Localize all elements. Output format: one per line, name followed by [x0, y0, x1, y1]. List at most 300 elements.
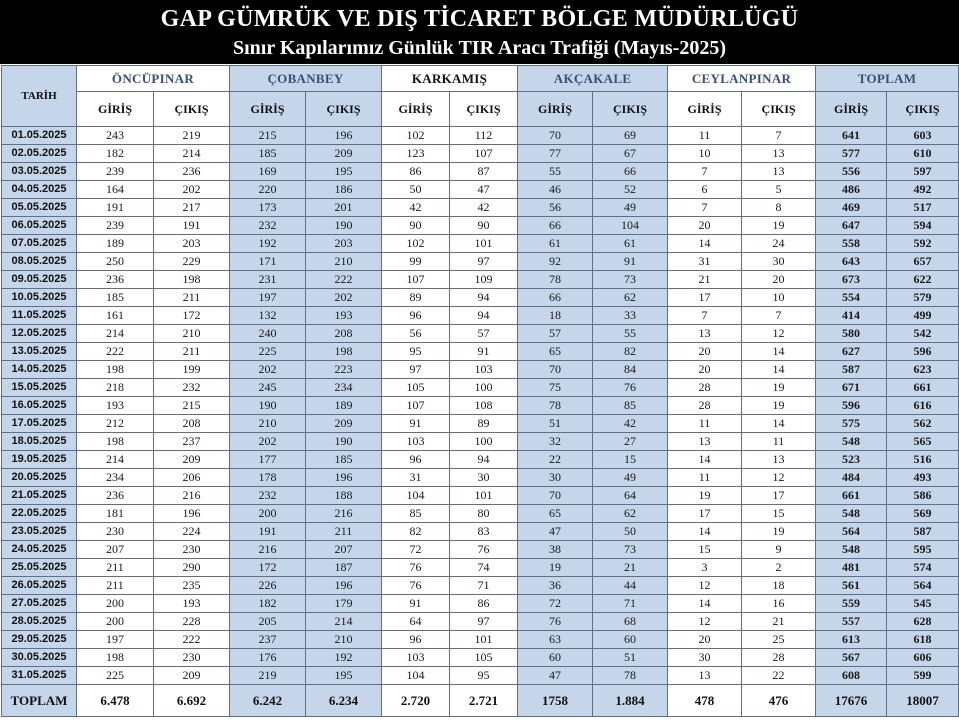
title-banner — [0, 0, 959, 64]
value-cell: 7 — [668, 163, 742, 181]
value-cell: 177 — [230, 451, 306, 469]
value-cell: 78 — [518, 397, 593, 415]
date-cell: 05.05.2025 — [2, 199, 77, 217]
value-cell: 99 — [382, 253, 450, 271]
value-cell: 132 — [230, 307, 306, 325]
value-cell: 89 — [450, 415, 518, 433]
date-cell: 11.05.2025 — [2, 307, 77, 325]
value-cell: 203 — [306, 235, 382, 253]
total-cell: 608 — [816, 667, 887, 685]
table-row — [2, 577, 959, 595]
value-cell: 12 — [668, 577, 742, 595]
value-cell: 44 — [593, 577, 668, 595]
total-cell: 622 — [887, 271, 959, 289]
value-cell: 21 — [668, 271, 742, 289]
total-cell: 575 — [816, 415, 887, 433]
table-row — [2, 343, 959, 361]
total-cell: 610 — [887, 145, 959, 163]
value-cell: 18 — [742, 577, 816, 595]
table-row — [2, 505, 959, 523]
value-cell: 189 — [77, 235, 154, 253]
value-cell: 2 — [742, 559, 816, 577]
value-cell: 211 — [154, 289, 230, 307]
value-cell: 11 — [668, 415, 742, 433]
value-cell: 20 — [668, 217, 742, 235]
date-cell: 17.05.2025 — [2, 415, 77, 433]
value-cell: 57 — [450, 325, 518, 343]
total-cell: 414 — [816, 307, 887, 325]
total-cell: 542 — [887, 325, 959, 343]
value-cell: 14 — [668, 451, 742, 469]
table-row — [2, 217, 959, 235]
value-cell: 210 — [230, 415, 306, 433]
table-row — [2, 307, 959, 325]
date-cell: 06.05.2025 — [2, 217, 77, 235]
value-cell: 206 — [154, 469, 230, 487]
table-header — [2, 66, 959, 127]
value-cell: 50 — [593, 523, 668, 541]
cikis-header-cobanbey: ÇIKIŞ — [306, 92, 382, 127]
value-cell: 216 — [154, 487, 230, 505]
value-cell: 109 — [450, 271, 518, 289]
value-cell: 178 — [230, 469, 306, 487]
value-cell: 123 — [382, 145, 450, 163]
total-cell: 661 — [887, 379, 959, 397]
value-cell: 96 — [382, 307, 450, 325]
value-cell: 243 — [77, 127, 154, 145]
value-cell: 70 — [518, 487, 593, 505]
date-cell: 03.05.2025 — [2, 163, 77, 181]
value-cell: 13 — [668, 667, 742, 685]
value-cell: 71 — [450, 577, 518, 595]
traffic-table — [1, 65, 959, 717]
value-cell: 182 — [77, 145, 154, 163]
table-row — [2, 199, 959, 217]
value-cell: 196 — [306, 469, 382, 487]
value-cell: 200 — [77, 613, 154, 631]
value-cell: 30 — [742, 253, 816, 271]
value-cell: 33 — [593, 307, 668, 325]
value-cell: 210 — [306, 631, 382, 649]
value-cell: 14 — [668, 523, 742, 541]
value-cell: 205 — [230, 613, 306, 631]
value-cell: 32 — [518, 433, 593, 451]
total-cell: 595 — [887, 541, 959, 559]
value-cell: 19 — [742, 217, 816, 235]
value-cell: 186 — [306, 181, 382, 199]
value-cell: 5 — [742, 181, 816, 199]
date-cell: 23.05.2025 — [2, 523, 77, 541]
giris-header-cobanbey: GİRİŞ — [230, 92, 306, 127]
value-cell: 73 — [593, 541, 668, 559]
value-cell: 198 — [77, 361, 154, 379]
value-cell: 209 — [306, 415, 382, 433]
value-cell: 62 — [593, 289, 668, 307]
value-cell: 47 — [450, 181, 518, 199]
value-cell: 103 — [382, 649, 450, 667]
value-cell: 236 — [77, 487, 154, 505]
value-cell: 193 — [77, 397, 154, 415]
total-cell: 661 — [816, 487, 887, 505]
value-cell: 202 — [306, 289, 382, 307]
value-cell: 250 — [77, 253, 154, 271]
table-row — [2, 127, 959, 145]
value-cell: 87 — [450, 163, 518, 181]
total-cell: 594 — [887, 217, 959, 235]
value-cell: 68 — [593, 613, 668, 631]
value-cell: 6 — [668, 181, 742, 199]
value-cell: 25 — [742, 631, 816, 649]
value-cell: 210 — [306, 253, 382, 271]
table-row — [2, 631, 959, 649]
value-cell: 200 — [230, 505, 306, 523]
value-cell: 195 — [306, 163, 382, 181]
value-cell: 15 — [742, 505, 816, 523]
page-subtitle: Sınır Kapılarımız Günlük TIR Aracı Trafiği (Mayıs-2025) — [233, 37, 726, 59]
value-cell: 103 — [450, 361, 518, 379]
value-cell: 225 — [77, 667, 154, 685]
value-cell: 203 — [154, 235, 230, 253]
value-cell: 21 — [742, 613, 816, 631]
value-cell: 12 — [668, 613, 742, 631]
value-cell: 202 — [154, 181, 230, 199]
value-cell: 12 — [742, 325, 816, 343]
total-cell: 569 — [887, 505, 959, 523]
value-cell: 217 — [154, 199, 230, 217]
value-cell: 61 — [518, 235, 593, 253]
total-cell: 586 — [887, 487, 959, 505]
value-cell: 52 — [593, 181, 668, 199]
value-cell: 17 — [668, 505, 742, 523]
table-row — [2, 379, 959, 397]
total-cell: 647 — [816, 217, 887, 235]
value-cell: 84 — [593, 361, 668, 379]
value-cell: 209 — [306, 145, 382, 163]
giris-header-karkamis: GİRİŞ — [382, 92, 450, 127]
grand-total-cell: 1758 — [518, 685, 593, 717]
total-cell: 548 — [816, 541, 887, 559]
total-cell: 618 — [887, 631, 959, 649]
value-cell: 20 — [668, 361, 742, 379]
value-cell: 28 — [742, 649, 816, 667]
value-cell: 198 — [77, 649, 154, 667]
value-cell: 66 — [518, 217, 593, 235]
value-cell: 196 — [154, 505, 230, 523]
value-cell: 104 — [382, 667, 450, 685]
value-cell: 104 — [382, 487, 450, 505]
value-cell: 189 — [306, 397, 382, 415]
group-header-akcakale: AKÇAKALE — [518, 66, 668, 92]
value-cell: 198 — [154, 271, 230, 289]
value-cell: 222 — [154, 631, 230, 649]
value-cell: 196 — [306, 577, 382, 595]
value-cell: 47 — [518, 667, 593, 685]
date-cell: 14.05.2025 — [2, 361, 77, 379]
grand-total-cell: 6.478 — [77, 685, 154, 717]
table-row — [2, 325, 959, 343]
value-cell: 11 — [742, 433, 816, 451]
value-cell: 181 — [77, 505, 154, 523]
value-cell: 187 — [306, 559, 382, 577]
cikis-header-toplam: ÇIKIŞ — [887, 92, 959, 127]
value-cell: 172 — [230, 559, 306, 577]
value-cell: 230 — [154, 541, 230, 559]
table-row — [2, 595, 959, 613]
value-cell: 14 — [742, 343, 816, 361]
value-cell: 94 — [450, 289, 518, 307]
value-cell: 196 — [306, 127, 382, 145]
total-cell: 641 — [816, 127, 887, 145]
table-row — [2, 289, 959, 307]
value-cell: 97 — [382, 361, 450, 379]
value-cell: 31 — [668, 253, 742, 271]
value-cell: 185 — [306, 451, 382, 469]
value-cell: 223 — [306, 361, 382, 379]
value-cell: 220 — [230, 181, 306, 199]
value-cell: 16 — [742, 595, 816, 613]
value-cell: 182 — [230, 595, 306, 613]
value-cell: 232 — [230, 487, 306, 505]
grand-total-cell: 2.720 — [382, 685, 450, 717]
value-cell: 95 — [450, 667, 518, 685]
value-cell: 15 — [593, 451, 668, 469]
value-cell: 55 — [593, 325, 668, 343]
value-cell: 219 — [154, 127, 230, 145]
value-cell: 9 — [742, 541, 816, 559]
value-cell: 7 — [668, 199, 742, 217]
value-cell: 231 — [230, 271, 306, 289]
table-row — [2, 271, 959, 289]
total-cell: 579 — [887, 289, 959, 307]
value-cell: 219 — [230, 667, 306, 685]
value-cell: 72 — [518, 595, 593, 613]
value-cell: 14 — [668, 235, 742, 253]
value-cell: 214 — [77, 325, 154, 343]
value-cell: 19 — [742, 523, 816, 541]
date-cell: 20.05.2025 — [2, 469, 77, 487]
value-cell: 209 — [154, 667, 230, 685]
value-cell: 7 — [742, 307, 816, 325]
giris-header-oncupinar: GİRİŞ — [77, 92, 154, 127]
value-cell: 102 — [382, 127, 450, 145]
value-cell: 199 — [154, 361, 230, 379]
total-cell: 548 — [816, 433, 887, 451]
value-cell: 107 — [382, 271, 450, 289]
total-label: TOPLAM — [2, 685, 77, 717]
value-cell: 215 — [230, 127, 306, 145]
total-cell: 564 — [816, 523, 887, 541]
value-cell: 56 — [518, 199, 593, 217]
total-cell: 603 — [887, 127, 959, 145]
value-cell: 92 — [518, 253, 593, 271]
value-cell: 21 — [593, 559, 668, 577]
value-cell: 65 — [518, 505, 593, 523]
value-cell: 64 — [382, 613, 450, 631]
value-cell: 42 — [450, 199, 518, 217]
value-cell: 78 — [593, 667, 668, 685]
value-cell: 75 — [518, 379, 593, 397]
table-row — [2, 649, 959, 667]
value-cell: 185 — [230, 145, 306, 163]
value-cell: 10 — [742, 289, 816, 307]
grand-total-cell: 6.692 — [154, 685, 230, 717]
value-cell: 105 — [450, 649, 518, 667]
date-cell: 15.05.2025 — [2, 379, 77, 397]
date-cell: 26.05.2025 — [2, 577, 77, 595]
total-cell: 657 — [887, 253, 959, 271]
value-cell: 222 — [77, 343, 154, 361]
group-header-oncupinar: ÖNCÜPINAR — [77, 66, 230, 92]
value-cell: 216 — [230, 541, 306, 559]
value-cell: 210 — [154, 325, 230, 343]
date-cell: 19.05.2025 — [2, 451, 77, 469]
value-cell: 90 — [382, 217, 450, 235]
value-cell: 214 — [77, 451, 154, 469]
value-cell: 86 — [450, 595, 518, 613]
total-cell: 484 — [816, 469, 887, 487]
table-footer — [2, 685, 959, 717]
value-cell: 104 — [593, 217, 668, 235]
table-body — [2, 127, 959, 685]
total-cell: 597 — [887, 163, 959, 181]
date-cell: 28.05.2025 — [2, 613, 77, 631]
value-cell: 202 — [230, 361, 306, 379]
value-cell: 236 — [154, 163, 230, 181]
date-cell: 22.05.2025 — [2, 505, 77, 523]
date-cell: 02.05.2025 — [2, 145, 77, 163]
value-cell: 193 — [154, 595, 230, 613]
total-cell: 628 — [887, 613, 959, 631]
date-cell: 13.05.2025 — [2, 343, 77, 361]
value-cell: 218 — [77, 379, 154, 397]
value-cell: 46 — [518, 181, 593, 199]
value-cell: 207 — [306, 541, 382, 559]
value-cell: 97 — [450, 253, 518, 271]
value-cell: 49 — [593, 469, 668, 487]
value-cell: 290 — [154, 559, 230, 577]
value-cell: 14 — [742, 361, 816, 379]
value-cell: 66 — [593, 163, 668, 181]
value-cell: 101 — [450, 487, 518, 505]
table-row — [2, 235, 959, 253]
value-cell: 190 — [306, 433, 382, 451]
value-cell: 216 — [306, 505, 382, 523]
value-cell: 85 — [382, 505, 450, 523]
value-cell: 13 — [742, 451, 816, 469]
date-cell: 27.05.2025 — [2, 595, 77, 613]
group-header-ceylanpinar: CEYLANPINAR — [668, 66, 816, 92]
total-cell: 499 — [887, 307, 959, 325]
value-cell: 73 — [593, 271, 668, 289]
value-cell: 56 — [382, 325, 450, 343]
table-row — [2, 523, 959, 541]
total-cell: 596 — [816, 397, 887, 415]
value-cell: 60 — [518, 649, 593, 667]
value-cell: 107 — [450, 145, 518, 163]
value-cell: 8 — [742, 199, 816, 217]
value-cell: 13 — [668, 433, 742, 451]
value-cell: 30 — [518, 469, 593, 487]
value-cell: 240 — [230, 325, 306, 343]
value-cell: 95 — [382, 343, 450, 361]
value-cell: 229 — [154, 253, 230, 271]
value-cell: 234 — [77, 469, 154, 487]
total-cell: 587 — [887, 523, 959, 541]
value-cell: 209 — [154, 451, 230, 469]
value-cell: 19 — [742, 379, 816, 397]
value-cell: 76 — [382, 577, 450, 595]
total-cell: 486 — [816, 181, 887, 199]
value-cell: 235 — [154, 577, 230, 595]
giris-header-akcakale: GİRİŞ — [518, 92, 593, 127]
value-cell: 65 — [518, 343, 593, 361]
value-cell: 14 — [668, 595, 742, 613]
table-row — [2, 361, 959, 379]
value-cell: 66 — [518, 289, 593, 307]
table-row — [2, 415, 959, 433]
value-cell: 60 — [593, 631, 668, 649]
value-cell: 212 — [77, 415, 154, 433]
value-cell: 195 — [306, 667, 382, 685]
value-cell: 197 — [230, 289, 306, 307]
group-header-toplam: TOPLAM — [816, 66, 959, 92]
value-cell: 201 — [306, 199, 382, 217]
value-cell: 202 — [230, 433, 306, 451]
value-cell: 215 — [154, 397, 230, 415]
total-cell: 599 — [887, 667, 959, 685]
value-cell: 192 — [230, 235, 306, 253]
value-cell: 230 — [77, 523, 154, 541]
value-cell: 245 — [230, 379, 306, 397]
total-row — [2, 685, 959, 717]
date-cell: 04.05.2025 — [2, 181, 77, 199]
value-cell: 27 — [593, 433, 668, 451]
date-cell: 24.05.2025 — [2, 541, 77, 559]
total-cell: 517 — [887, 199, 959, 217]
total-cell: 623 — [887, 361, 959, 379]
value-cell: 42 — [593, 415, 668, 433]
value-cell: 91 — [593, 253, 668, 271]
value-cell: 208 — [154, 415, 230, 433]
value-cell: 224 — [154, 523, 230, 541]
value-cell: 192 — [306, 649, 382, 667]
value-cell: 69 — [593, 127, 668, 145]
tarih-header: TARİH — [2, 66, 77, 127]
total-cell: 613 — [816, 631, 887, 649]
table-row — [2, 181, 959, 199]
cikis-header-oncupinar: ÇIKIŞ — [154, 92, 230, 127]
value-cell: 214 — [306, 613, 382, 631]
value-cell: 64 — [593, 487, 668, 505]
grand-total-cell: 478 — [668, 685, 742, 717]
value-cell: 169 — [230, 163, 306, 181]
value-cell: 236 — [77, 271, 154, 289]
table-row — [2, 397, 959, 415]
value-cell: 31 — [382, 469, 450, 487]
cikis-header-akcakale: ÇIKIŞ — [593, 92, 668, 127]
date-cell: 12.05.2025 — [2, 325, 77, 343]
value-cell: 94 — [450, 451, 518, 469]
table-row — [2, 487, 959, 505]
table-row — [2, 667, 959, 685]
total-cell: 493 — [887, 469, 959, 487]
value-cell: 18 — [518, 307, 593, 325]
cikis-header-ceylanpinar: ÇIKIŞ — [742, 92, 816, 127]
value-cell: 211 — [306, 523, 382, 541]
value-cell: 225 — [230, 343, 306, 361]
value-cell: 17 — [742, 487, 816, 505]
total-cell: 557 — [816, 613, 887, 631]
